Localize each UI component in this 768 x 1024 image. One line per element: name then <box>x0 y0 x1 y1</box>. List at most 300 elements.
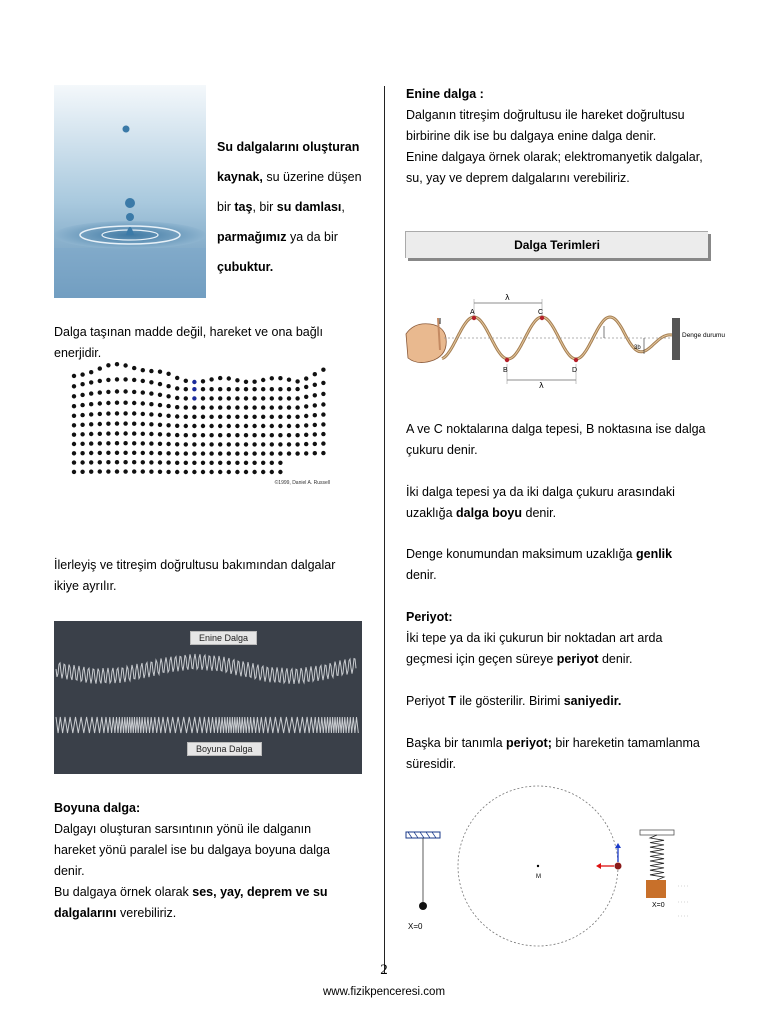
energy-text: Dalga taşınan madde değil, hareket ve ona bağlı enerjidir. <box>54 325 323 360</box>
particle-dot <box>175 405 179 409</box>
particle-dot <box>218 451 222 455</box>
particle-dot <box>123 363 127 367</box>
particle-dot <box>278 461 282 465</box>
particle-dot <box>261 461 265 465</box>
particle-dot <box>72 442 76 446</box>
caption-bold-4: parmağımız <box>217 230 287 244</box>
particle-dot <box>184 451 188 455</box>
particle-dot <box>72 423 76 427</box>
amplitude-pre: Denge konumundan maksimum uzaklığa <box>406 547 636 561</box>
particle-dot <box>270 424 274 428</box>
particle-dot <box>313 423 317 427</box>
caption-bold-2: taş <box>234 200 253 214</box>
particle-dot <box>252 451 256 455</box>
particle-dot <box>132 431 136 435</box>
particle-dot <box>141 368 145 372</box>
particle-dot <box>149 451 153 455</box>
particle-dot <box>270 396 274 400</box>
particle-dot <box>132 469 136 473</box>
particle-dot <box>192 470 196 474</box>
particle-dot <box>115 362 119 366</box>
particle-dot <box>80 470 84 474</box>
particle-dot <box>72 394 76 398</box>
particle-dot <box>252 461 256 465</box>
particle-dot <box>192 396 196 400</box>
particle-dot <box>270 451 274 455</box>
caption-text-4: ya da bir <box>286 230 338 244</box>
rope-wave-figure <box>404 288 725 392</box>
particle-dot <box>313 403 317 407</box>
particle-dot <box>278 376 282 380</box>
particle-dot <box>184 433 188 437</box>
particle-dot <box>192 380 196 384</box>
particle-dot <box>80 393 84 397</box>
particle-dot <box>270 461 274 465</box>
particle-dot <box>89 412 93 416</box>
particle-dot <box>115 389 119 393</box>
terms-title-box: Dalga Terimleri <box>405 231 708 258</box>
particle-dot <box>313 432 317 436</box>
particle-dot <box>184 415 188 419</box>
particle-dot <box>252 424 256 428</box>
particle-dot <box>252 396 256 400</box>
particle-dot <box>304 433 308 437</box>
particle-dot <box>192 451 196 455</box>
particle-dot <box>115 460 119 464</box>
particle-dot <box>72 404 76 408</box>
particle-dot <box>141 412 145 416</box>
particle-dot <box>201 470 205 474</box>
particle-dot <box>218 433 222 437</box>
particle-dot <box>218 376 222 380</box>
particle-dot <box>89 441 93 445</box>
particle-dot <box>321 432 325 436</box>
particle-dot <box>304 451 308 455</box>
particle-dot <box>278 470 282 474</box>
particle-dot <box>123 431 127 435</box>
water-drop-photo <box>54 85 206 298</box>
particle-dot <box>244 387 248 391</box>
particle-dot <box>209 405 213 409</box>
particle-dot <box>261 451 265 455</box>
period-bold: periyot <box>556 652 599 666</box>
crest-text: A ve C noktalarına dalga tepesi, B noktasına ise dalga çukuru denir. <box>406 422 706 457</box>
particle-dot <box>72 451 76 455</box>
particle-dot <box>201 442 205 446</box>
particle-dot <box>149 422 153 426</box>
particle-dot <box>201 451 205 455</box>
dots-credit: ©1999, Daniel A. Russell <box>274 480 330 486</box>
particle-dot <box>149 460 153 464</box>
particle-dot <box>227 424 231 428</box>
particle-dot <box>158 432 162 436</box>
particle-dot <box>141 451 145 455</box>
particle-dot <box>321 368 325 372</box>
particle-dot <box>235 451 239 455</box>
particle-dot <box>244 442 248 446</box>
particle-dot <box>175 396 179 400</box>
particle-dot <box>218 461 222 465</box>
particle-dot <box>227 442 231 446</box>
particle-dot <box>295 405 299 409</box>
particle-dot <box>115 441 119 445</box>
longitudinal-example <box>54 882 354 924</box>
particle-dot <box>158 393 162 397</box>
particle-dot <box>98 460 102 464</box>
particle-dot <box>166 404 170 408</box>
def-post: bir hareketin tamamlanma süresidir. <box>406 736 700 771</box>
example-post: verebiliriz. <box>116 906 177 920</box>
particle-dot <box>115 421 119 425</box>
caption-bold-1: Su dalgalarını oluşturan kaynak, <box>217 140 360 184</box>
period-post: denir. <box>598 652 633 666</box>
particle-dot <box>89 460 93 464</box>
particle-dot <box>106 451 110 455</box>
particle-dot <box>141 401 145 405</box>
particle-dot <box>184 387 188 391</box>
particle-dot <box>227 376 231 380</box>
def-bold: periyot; <box>506 736 552 750</box>
particle-dot <box>304 376 308 380</box>
footer-url[interactable]: www.fizikpenceresi.com <box>322 986 446 998</box>
particle-dot <box>321 402 325 406</box>
particle-dot <box>158 423 162 427</box>
particle-dot <box>149 441 153 445</box>
particle-dot <box>175 470 179 474</box>
particle-dot <box>321 392 325 396</box>
point-C-label: C <box>538 309 544 316</box>
particle-dot <box>72 470 76 474</box>
particle-dot <box>304 385 308 389</box>
particle-dot <box>244 405 248 409</box>
particle-dot <box>98 390 102 394</box>
particle-dot <box>244 451 248 455</box>
caption-bold-5: çubuktur. <box>217 260 274 274</box>
particle-dot <box>252 415 256 419</box>
particle-dot <box>304 414 308 418</box>
particle-dot <box>192 415 196 419</box>
particle-dot <box>132 441 136 445</box>
particle-dot <box>158 460 162 464</box>
particle-dot <box>313 413 317 417</box>
spring-x0-label: X=0 <box>652 902 665 909</box>
particle-dot <box>158 382 162 386</box>
particle-dot <box>244 433 248 437</box>
particle-dot <box>244 396 248 400</box>
particle-dot <box>235 387 239 391</box>
particle-dot <box>252 433 256 437</box>
particle-dot <box>235 470 239 474</box>
particle-dot <box>313 451 317 455</box>
particle-dot <box>192 461 196 465</box>
particle-dot <box>158 451 162 455</box>
particle-dot <box>313 442 317 446</box>
particle-dot <box>123 377 127 381</box>
longitudinal-wave-label: Boyuna Dalga <box>187 742 262 756</box>
particle-dot <box>123 441 127 445</box>
particle-dot <box>141 379 145 383</box>
particle-dot <box>235 405 239 409</box>
particle-dot <box>80 372 84 376</box>
particle-dot <box>106 441 110 445</box>
particle-dot <box>158 413 162 417</box>
particle-dot <box>209 396 213 400</box>
particle-dot <box>115 411 119 415</box>
transverse-section <box>406 84 706 189</box>
particle-dot <box>270 376 274 380</box>
particle-dot <box>244 470 248 474</box>
particle-dot <box>98 379 102 383</box>
particle-dot <box>235 424 239 428</box>
particle-dot <box>184 424 188 428</box>
split-text: İlerleyiş ve titreşim doğrultusu bakımından dalgalar ikiye ayrılır. <box>54 558 336 593</box>
particle-dot <box>201 415 205 419</box>
particle-dot <box>201 379 205 383</box>
particle-dot <box>218 415 222 419</box>
particle-dot <box>166 433 170 437</box>
particle-dot <box>89 380 93 384</box>
particle-dot <box>313 372 317 376</box>
particle-dot <box>227 387 231 391</box>
particle-dot <box>270 442 274 446</box>
particle-dot <box>123 389 127 393</box>
particle-dot <box>132 401 136 405</box>
wavelength-text <box>406 482 706 524</box>
particle-dot <box>235 433 239 437</box>
particle-dot <box>227 396 231 400</box>
particle-dot <box>149 391 153 395</box>
particle-dot <box>89 422 93 426</box>
lambda-top-label: λ <box>505 293 510 302</box>
particle-dot <box>115 431 119 435</box>
particle-dot <box>278 424 282 428</box>
pendulum-x0-label: X=0 <box>408 922 423 931</box>
period-def-text <box>406 733 716 775</box>
particle-dot <box>98 412 102 416</box>
particle-dot <box>278 396 282 400</box>
amplitude-label: 3b <box>634 345 641 351</box>
particle-dot <box>106 401 110 405</box>
particle-dot <box>98 441 102 445</box>
caption-text-3: , <box>341 200 345 214</box>
particle-dot <box>304 404 308 408</box>
particle-dot <box>149 470 153 474</box>
wavelength-pre: İki dalga tepesi ya da iki dalga çukuru arasındaki uzaklığa <box>406 485 675 520</box>
particle-dot <box>123 411 127 415</box>
particle-dot <box>313 383 317 387</box>
particle-dot <box>132 378 136 382</box>
particle-dot <box>287 387 291 391</box>
particle-dot <box>175 461 179 465</box>
particle-dot <box>201 396 205 400</box>
particle-dot <box>209 433 213 437</box>
particle-dot <box>106 411 110 415</box>
particle-dot <box>295 387 299 391</box>
particle-dot <box>235 396 239 400</box>
particle-dot <box>106 469 110 473</box>
particle-dot <box>106 431 110 435</box>
particle-dot <box>115 377 119 381</box>
particle-dot <box>304 442 308 446</box>
particle-dot <box>132 460 136 464</box>
particle-dot <box>295 424 299 428</box>
period-unit-text <box>406 691 706 712</box>
particle-dot <box>235 461 239 465</box>
particle-dot <box>252 442 256 446</box>
particle-dot <box>72 384 76 388</box>
page-number: 2 <box>380 962 388 978</box>
particle-dot <box>218 442 222 446</box>
particle-dot <box>201 461 205 465</box>
point-B-label: B <box>503 367 508 374</box>
particle-dot <box>184 396 188 400</box>
particle-dot <box>235 442 239 446</box>
particle-dot <box>287 442 291 446</box>
particle-dot <box>304 395 308 399</box>
particle-dot <box>158 470 162 474</box>
particle-dot <box>141 460 145 464</box>
particle-dot <box>270 415 274 419</box>
transverse-wave-label: Enine Dalga <box>190 631 257 645</box>
particle-dot <box>321 451 325 455</box>
particle-dot <box>261 405 265 409</box>
particle-dot <box>287 405 291 409</box>
point-A-label: A <box>470 309 475 316</box>
particle-dot <box>192 442 196 446</box>
caption-bold-3: su damlası <box>276 200 342 214</box>
particle-dot <box>132 422 136 426</box>
particle-dot <box>141 422 145 426</box>
particle-dot <box>106 378 110 382</box>
lambda-bottom-label: λ <box>539 381 544 390</box>
particle-dot <box>295 451 299 455</box>
particle-dot <box>72 414 76 418</box>
drop-caption <box>217 132 377 282</box>
example-bold-1: ses, yay, deprem ve su <box>192 885 328 899</box>
particle-dot <box>218 405 222 409</box>
particle-dot <box>235 415 239 419</box>
particle-dot <box>98 432 102 436</box>
particle-dot <box>141 390 145 394</box>
particle-dot <box>209 415 213 419</box>
particle-dot <box>184 470 188 474</box>
particle-dot <box>261 415 265 419</box>
particle-dot <box>252 405 256 409</box>
particle-dot <box>261 424 265 428</box>
particle-dot <box>287 433 291 437</box>
particle-dot <box>89 402 93 406</box>
particle-dot <box>270 405 274 409</box>
particle-dot <box>209 451 213 455</box>
particle-dot <box>72 460 76 464</box>
amplitude-text <box>406 544 706 586</box>
particle-dot <box>89 391 93 395</box>
particle-dot <box>175 442 179 446</box>
particle-dot <box>261 433 265 437</box>
particle-dot <box>106 390 110 394</box>
particle-dot <box>287 415 291 419</box>
particle-dot <box>201 405 205 409</box>
particle-dot <box>184 442 188 446</box>
particle-dot <box>106 460 110 464</box>
amplitude-post: denir. <box>406 568 437 582</box>
particle-dot <box>218 424 222 428</box>
particle-dot <box>244 415 248 419</box>
particle-dot <box>149 380 153 384</box>
particle-dot <box>80 403 84 407</box>
particle-dot <box>192 405 196 409</box>
particle-dot <box>98 422 102 426</box>
particle-dot <box>321 441 325 445</box>
particle-dot <box>295 442 299 446</box>
particle-dot <box>218 387 222 391</box>
longitudinal-section <box>54 798 354 924</box>
particle-dot <box>261 442 265 446</box>
def-pre: Başka bir tanımla <box>406 736 507 750</box>
particle-dot <box>89 451 93 455</box>
particle-dot <box>166 414 170 418</box>
particle-dot <box>166 384 170 388</box>
particle-dot <box>123 421 127 425</box>
particle-dot <box>321 381 325 385</box>
spring-wave-figure <box>54 621 362 774</box>
particle-dot <box>132 411 136 415</box>
transverse-heading: Enine dalga : <box>406 87 484 101</box>
particle-dot <box>80 442 84 446</box>
particle-dot <box>80 460 84 464</box>
particle-dot <box>295 396 299 400</box>
particle-dot <box>106 363 110 367</box>
particle-dot <box>227 433 231 437</box>
longitudinal-heading: Boyuna dalga: <box>54 801 141 815</box>
particle-dot <box>201 433 205 437</box>
particle-dot <box>192 387 196 391</box>
particle-dot <box>132 366 136 370</box>
particle-dot <box>261 470 265 474</box>
particle-dot <box>252 470 256 474</box>
particle-dot <box>227 470 231 474</box>
particle-dot <box>209 377 213 381</box>
particle-dot <box>244 380 248 384</box>
particle-dot <box>132 390 136 394</box>
particle-dot <box>209 442 213 446</box>
particle-dot <box>123 469 127 473</box>
particle-dot <box>252 380 256 384</box>
particle-dot <box>98 451 102 455</box>
particle-dot <box>261 387 265 391</box>
particle-dot <box>209 387 213 391</box>
particle-dot <box>158 442 162 446</box>
longitudinal-body: Dalgayı oluşturan sarsıntının yönü ile dalganın hareket yönü paralel ise bu dalgaya boyuna dalga denir. <box>54 822 330 878</box>
particle-dot <box>218 396 222 400</box>
circle-center-label: M <box>536 874 541 880</box>
particle-dot <box>321 422 325 426</box>
particle-dot <box>106 422 110 426</box>
particle-dot <box>166 470 170 474</box>
particle-dot <box>123 460 127 464</box>
unit-pre: Periyot <box>406 694 449 708</box>
particle-dot <box>227 415 231 419</box>
particle-dot <box>295 379 299 383</box>
particle-dot <box>278 387 282 391</box>
unit-bold-1: T <box>448 694 457 708</box>
particle-dot <box>304 423 308 427</box>
particle-dot <box>166 451 170 455</box>
column-divider <box>384 86 385 974</box>
example-pre: Bu dalgaya örnek olarak <box>54 885 193 899</box>
particle-dot <box>295 415 299 419</box>
particle-dot <box>278 405 282 409</box>
